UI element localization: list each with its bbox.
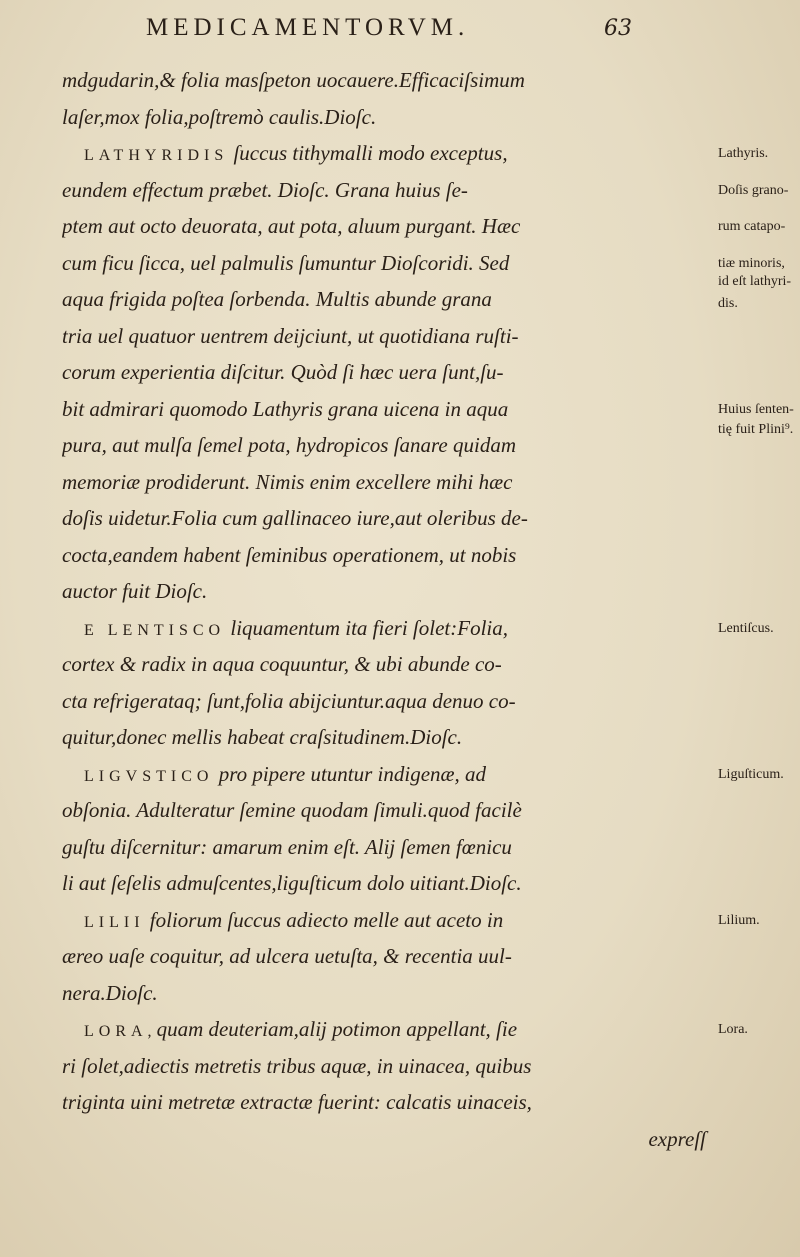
text-line [62, 719, 712, 756]
marginal-note: Huius ſenten- [718, 401, 794, 417]
line-text: cocta,eandem habent ſeminibus operationem, ut nobis [62, 542, 517, 567]
text-line [62, 1084, 712, 1121]
line-text: quam deuteriam,alij potimon appellant, ſie [156, 1017, 518, 1041]
text-line [62, 99, 712, 136]
line-text: pura, aut mulſa ſemel pota, hydropicos ſanare quidam [62, 433, 516, 457]
text-line [62, 464, 712, 501]
running-title: MEDICAMENTORVM. [146, 14, 470, 41]
text-line [62, 610, 712, 647]
text-line [62, 281, 712, 318]
text-line [62, 573, 712, 610]
catchword: expreſſ [648, 1126, 706, 1151]
line-text: memoriæ prodiderunt. Nimis enim excellere mihi hæc [62, 469, 513, 494]
text-line [62, 792, 712, 829]
entry-heading: LIGVSTICO [84, 767, 214, 785]
line-text: mdgudarin,& folia masſpeton uocauere.Efficaciſsimum [62, 68, 525, 92]
text-line [62, 427, 712, 464]
text-line [62, 135, 712, 172]
marginal-note: Lora. [718, 1022, 748, 1037]
text-line [62, 865, 712, 902]
entry-heading: E LENTISCO [84, 621, 226, 639]
text-line [62, 172, 712, 209]
line-text: nera.Dioſc. [62, 980, 158, 1005]
marginal-note: rum catapo- [718, 219, 786, 234]
text-line [62, 975, 712, 1012]
text-line [62, 938, 712, 975]
line-text: pro pipere utuntur indigenæ, ad [213, 761, 487, 786]
text-line [62, 646, 712, 683]
marginal-note: tię fuit Plini⁹. [718, 421, 794, 437]
line-text: cum ficu ſicca, uel palmulis ſumuntur Dioſcoridi. Sed [62, 250, 510, 275]
marginal-note: dis. [718, 295, 738, 311]
line-text: guſtu diſcernitur: amarum enim eſt. Alij ſemen fœnicu [62, 834, 512, 859]
line-text: eundem effectum præbet. Dioſc. Grana huius ſe- [62, 177, 468, 202]
marginal-note: Lilium. [718, 912, 760, 928]
line-text: foliorum ſuccus adiecto melle aut aceto in [144, 907, 504, 932]
marginal-note: id eſt lathyri- [718, 273, 792, 289]
line-text: bit admirari quomodo Lathyris grana uicena in aqua [62, 396, 509, 421]
line-text: cta refrigerataq; ſunt,folia abijciuntur.aqua denuo co- [62, 688, 516, 713]
text-line [62, 354, 712, 391]
line-text: ptem aut octo deuorata, aut pota, aluum purgant. Hæc [62, 214, 521, 238]
line-text: cortex & radix in aqua coquuntur, & ubi abunde co- [62, 652, 502, 676]
text-line [62, 829, 712, 866]
text-line [62, 1011, 712, 1048]
line-text: ſuccus tithymalli modo exceptus, [228, 141, 508, 165]
entry-heading: LILII [84, 913, 145, 931]
entry-heading: LATHYRIDIS [84, 147, 229, 164]
line-text: corum experientia diſcitur. Quòd ſi hæc uera ſunt,ſu- [62, 360, 504, 384]
text-line [62, 683, 712, 720]
line-text: aqua frigida poſtea ſorbenda. Multis abunde grana [62, 287, 492, 311]
line-text: æreo uaſe coquitur, ad ulcera uetuſta, & recentia uul- [62, 944, 512, 968]
text-line [62, 902, 712, 939]
text-line [62, 391, 712, 428]
text-line [62, 1048, 712, 1085]
marginal-note: Lathyris. [718, 146, 769, 161]
text-line [62, 318, 712, 355]
line-text: ri ſolet,adiectis metretis tribus aquæ, in uinacea, quibus [62, 1053, 532, 1078]
line-text: tria uel quatuor uentrem deijciunt, ut quotidiana ruſti- [62, 323, 519, 348]
text-line [62, 537, 712, 574]
line-text: doſis uidetur.Folia cum gallinaceo iure,aut oleribus de- [62, 506, 528, 530]
line-text: liquamentum ita fieri ſolet:Folia, [225, 615, 508, 640]
text-line [62, 62, 712, 99]
text-line [62, 500, 712, 537]
marginal-note: Lentiſcus. [718, 620, 774, 636]
text-line [62, 756, 712, 793]
page-number: 63 [604, 16, 632, 41]
text-line [62, 245, 712, 282]
line-text: li aut ſeſelis admuſcentes,liguſticum dolo uitiant.Dioſc. [62, 871, 522, 895]
line-text: obſonia. Adulteratur ſemine quodam ſimuli.quod facilè [62, 798, 522, 822]
text-block [62, 62, 712, 1157]
line-text: laſer,mox folia,poſtremò caulis.Dioſc. [62, 104, 377, 129]
text-line [62, 208, 712, 245]
marginal-note: Liguſticum. [718, 766, 784, 782]
marginal-note: Doſis grano- [718, 182, 789, 198]
marginal-note: tiæ minoris, [718, 255, 785, 271]
line-text: auctor fuit Dioſc. [62, 579, 208, 603]
line-text: triginta uini metretæ extractæ fuerint: calcatis uinaceis, [62, 1090, 532, 1114]
entry-heading: LORA, [84, 1023, 157, 1040]
line-text: quitur,donec mellis habeat craſsitudinem.Dioſc. [62, 725, 463, 749]
